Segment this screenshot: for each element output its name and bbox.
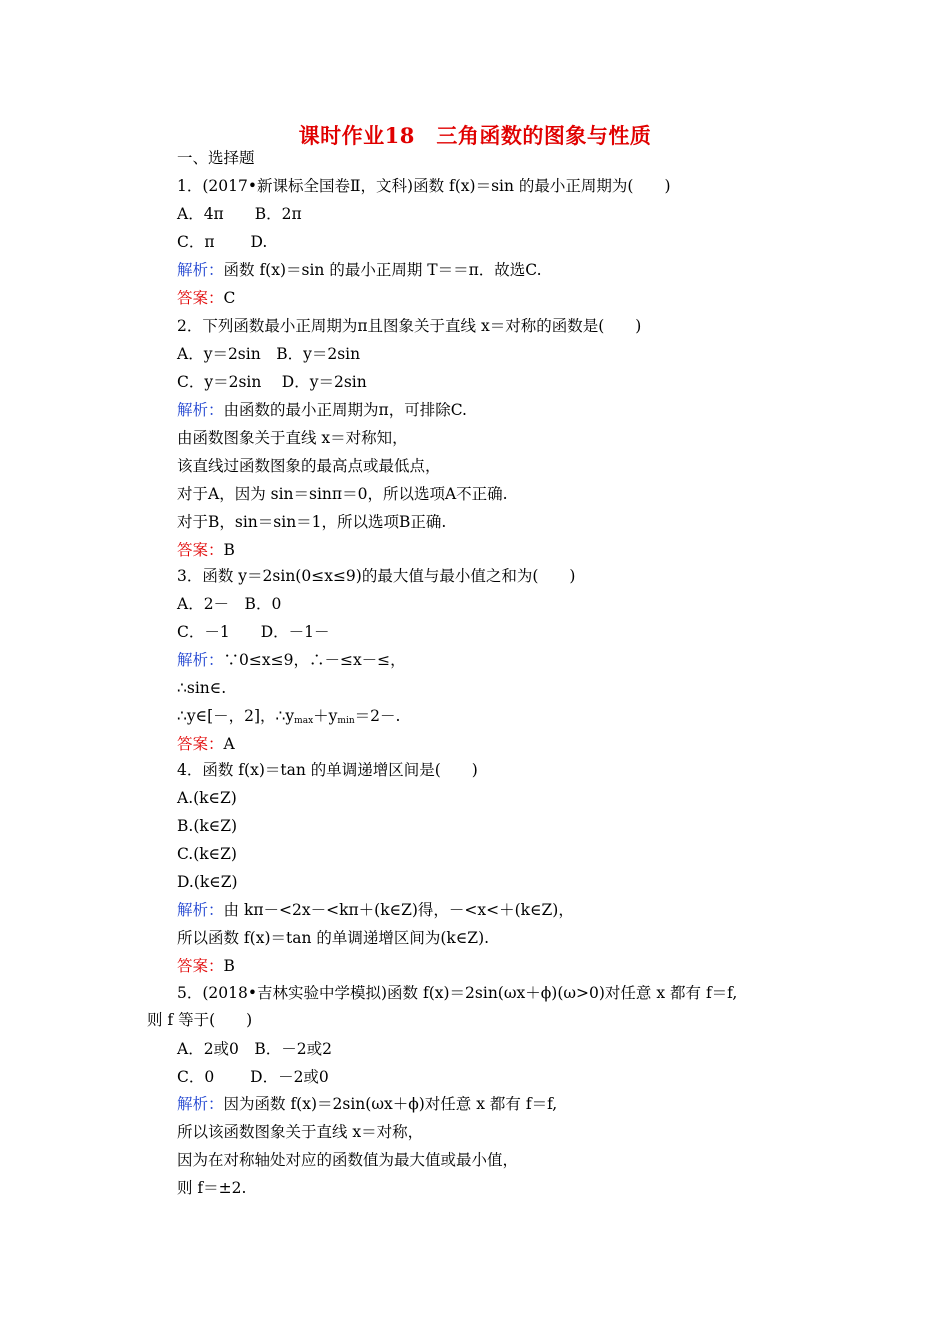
- subscript-min: min: [337, 716, 355, 726]
- q3-options-cd: C．－1 D．－1－: [177, 623, 330, 641]
- q1-analysis-text: 函数 f(x)＝sin 的最小正周期 T＝＝π．故选C.: [223, 261, 542, 279]
- q5-stem-continued: 则 f 等于( ): [147, 1011, 253, 1029]
- q3-range-text: ∴y∈[－，2]，∴y: [177, 707, 295, 725]
- q4-analysis-line: 所以函数 f(x)＝tan 的单调递增区间为(k∈Z).: [177, 929, 490, 947]
- q3-answer-value: A: [223, 735, 235, 753]
- q2-analysis: [177, 400, 467, 420]
- q4-analysis-text: 由 kπ－<2x－<kπ＋(k∈Z)得，－<x<＋(k∈Z)，: [223, 901, 574, 919]
- analysis-label: 解析：: [177, 651, 224, 669]
- q2-answer-value: B: [223, 541, 235, 559]
- q4-option-c: C.(k∈Z): [177, 845, 237, 863]
- q5-analysis-line: 所以该函数图象关于直线 x＝对称，: [177, 1123, 424, 1141]
- q2-analysis-line: 由函数图象关于直线 x＝对称知，: [177, 429, 408, 447]
- q2-options-ab: A．y＝2sin B．y＝2sin: [177, 345, 361, 363]
- analysis-label: 解析：: [177, 1095, 224, 1113]
- q2-options-cd: C．y＝2sin D．y＝2sin: [177, 373, 367, 391]
- subscript-max: max: [294, 716, 314, 726]
- q1-answer: [177, 288, 235, 308]
- q4-option-b: B.(k∈Z): [177, 817, 238, 835]
- q4-answer-value: B: [223, 957, 235, 975]
- section-heading: 一、选择题: [177, 149, 255, 167]
- q2-analysis-line: 对于A，因为 sin＝sinπ＝0，所以选项A不正确.: [177, 485, 508, 503]
- q3-analysis-line: ∴sin∈.: [177, 679, 227, 697]
- q5-options-cd: C．0 D．－2或0: [177, 1068, 329, 1086]
- q5-options-ab: A．2或0 B．－2或2: [177, 1040, 333, 1058]
- answer-label: 答案：: [177, 957, 224, 975]
- q1-answer-value: C: [223, 289, 236, 307]
- q1-options-cd: C．π D.: [177, 233, 268, 251]
- analysis-label: 解析：: [177, 261, 224, 279]
- q5-analysis-line: 则 f＝±2.: [177, 1179, 247, 1197]
- q3-options-ab: A．2－ B．0: [177, 595, 282, 613]
- q5-analysis-line: 因为在对称轴处对应的函数值为最大值或最小值，: [177, 1151, 519, 1169]
- q4-option-a: A.(k∈Z): [177, 789, 237, 807]
- q2-answer: [177, 540, 235, 560]
- q3-result-text: ＝2－.: [354, 707, 401, 725]
- q4-stem: 4．函数 f(x)＝tan 的单调递增区间是( ): [177, 761, 478, 779]
- q1-options-ab: A．4π B．2π: [177, 205, 302, 223]
- q4-answer: [177, 956, 235, 976]
- analysis-label: 解析：: [177, 901, 224, 919]
- answer-label: 答案：: [177, 735, 224, 753]
- q5-stem: 5．(2018•吉林实验中学模拟)函数 f(x)＝2sin(ωx＋ϕ)(ω>0)对任意 x 都有 f＝f,: [177, 984, 738, 1002]
- q1-analysis: [177, 260, 542, 280]
- q1-stem: 1．(2017•新课标全国卷Ⅱ，文科)函数 f(x)＝sin 的最小正周期为( ): [177, 177, 671, 195]
- q2-analysis-line: 对于B，sin＝sin＝1，所以选项B正确.: [177, 513, 447, 531]
- q5-analysis: [177, 1094, 557, 1114]
- q2-stem: 2．下列函数最小正周期为π且图象关于直线 x＝对称的函数是( ): [177, 317, 642, 335]
- q4-option-d: D.(k∈Z): [177, 873, 238, 891]
- q3-analysis-line: [177, 706, 400, 731]
- q3-answer: [177, 734, 235, 754]
- q3-stem: 3．函数 y＝2sin(0≤x≤9)的最大值与最小值之和为( ): [177, 567, 576, 585]
- answer-label: 答案：: [177, 289, 224, 307]
- q5-analysis-text: 因为函数 f(x)＝2sin(ωx＋ϕ)对任意 x 都有 f＝f,: [223, 1095, 558, 1113]
- analysis-label: 解析：: [177, 401, 224, 419]
- q2-analysis-text: 由函数的最小正周期为π，可排除C.: [223, 401, 467, 419]
- q3-analysis-text: ∵0≤x≤9，∴－≤x－≤，: [223, 651, 406, 669]
- q2-analysis-line: 该直线过函数图象的最高点或最低点，: [177, 457, 441, 475]
- q4-analysis: [177, 900, 574, 920]
- answer-label: 答案：: [177, 541, 224, 559]
- page-title: 课时作业18 三角函数的图象与性质: [298, 123, 652, 148]
- q3-analysis: [177, 650, 406, 670]
- q3-sum-text: ＋y: [313, 707, 338, 725]
